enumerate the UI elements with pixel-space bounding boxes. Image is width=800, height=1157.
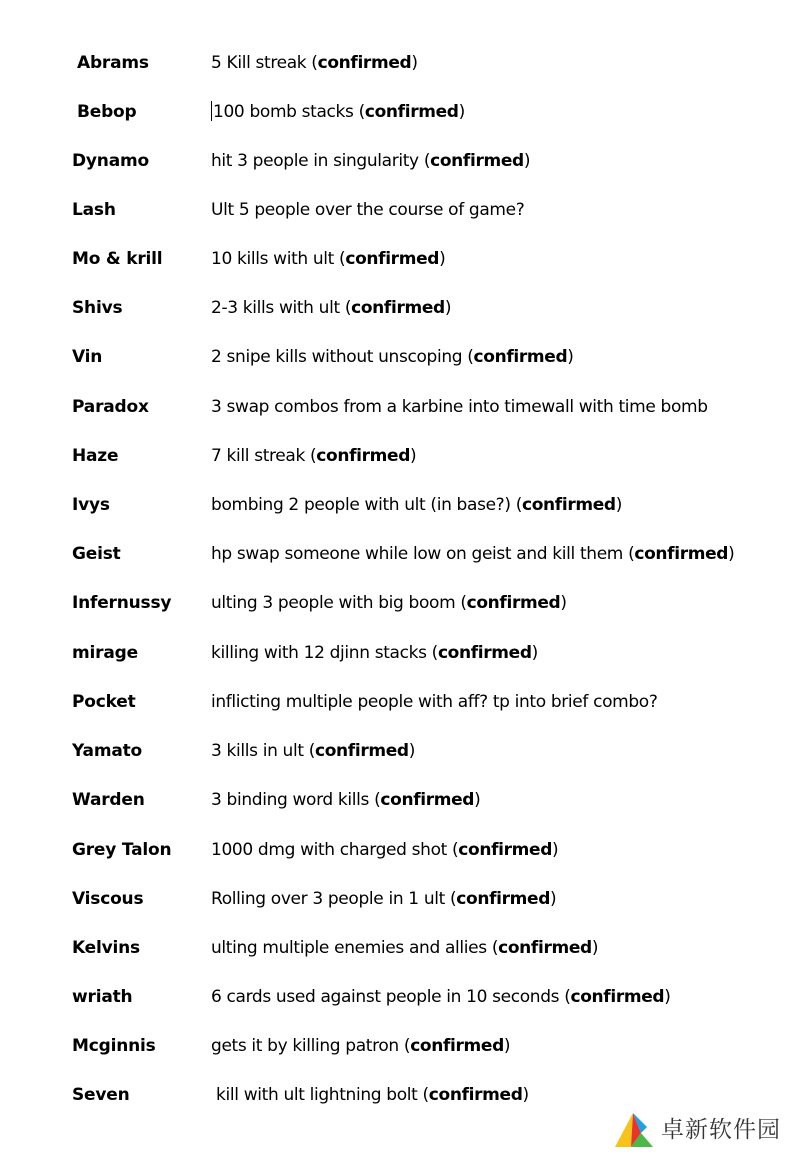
description-text: hit 3 people in singularity ( bbox=[211, 151, 431, 171]
confirmed-label: confirmed bbox=[317, 53, 412, 73]
achievement-description bbox=[211, 543, 734, 565]
watermark-logo-icon bbox=[611, 1111, 655, 1151]
description-text-end: ) bbox=[474, 790, 481, 810]
text-cursor bbox=[211, 101, 212, 121]
hero-name: Yamato bbox=[72, 741, 143, 761]
table-row bbox=[0, 839, 800, 869]
achievement-description bbox=[211, 986, 671, 1008]
achievement-description bbox=[211, 839, 558, 861]
achievement-description bbox=[211, 199, 524, 221]
table-row bbox=[0, 101, 800, 131]
watermark-text: 卓新软件园 bbox=[661, 1117, 781, 1143]
hero-name: Haze bbox=[72, 446, 119, 466]
hero-name: Pocket bbox=[72, 692, 136, 712]
description-text-end: ) bbox=[522, 1085, 529, 1105]
confirmed-label: confirmed bbox=[570, 987, 665, 1007]
achievement-description bbox=[211, 1035, 510, 1057]
description-text: bombing 2 people with ult (in base?) ( bbox=[211, 495, 522, 515]
confirmed-label: confirmed bbox=[521, 495, 616, 515]
hero-name: Shivs bbox=[72, 298, 123, 318]
table-row bbox=[0, 740, 800, 770]
hero-name: Warden bbox=[72, 790, 145, 810]
table-row bbox=[0, 1035, 800, 1065]
description-text-end: ) bbox=[531, 643, 538, 663]
watermark bbox=[611, 1107, 796, 1155]
table-row bbox=[0, 937, 800, 967]
description-text: 5 Kill streak ( bbox=[211, 53, 318, 73]
achievement-description bbox=[211, 248, 445, 270]
description-text: 2-3 kills with ult ( bbox=[211, 298, 352, 318]
description-text: 3 kills in ult ( bbox=[211, 741, 315, 761]
description-text: 1000 dmg with charged shot ( bbox=[211, 840, 459, 860]
hero-name: Lash bbox=[72, 200, 116, 220]
description-text: killing with 12 djinn stacks ( bbox=[211, 643, 438, 663]
achievement-description bbox=[211, 642, 538, 664]
table-row bbox=[0, 494, 800, 524]
achievement-description bbox=[211, 494, 622, 516]
description-text-end: ) bbox=[567, 347, 574, 367]
achievement-description bbox=[211, 297, 451, 319]
description-text: 7 kill streak ( bbox=[211, 446, 317, 466]
hero-name: Bebop bbox=[77, 102, 137, 122]
achievement-description bbox=[211, 789, 480, 811]
hero-name: Abrams bbox=[77, 53, 149, 73]
confirmed-label: confirmed bbox=[458, 840, 553, 860]
description-text-end: ) bbox=[523, 151, 531, 171]
description-text: 2 snipe kills without unscoping ( bbox=[211, 347, 474, 367]
table-row bbox=[0, 543, 800, 573]
description-text-end: ) bbox=[458, 102, 465, 122]
hero-name: Vin bbox=[72, 347, 103, 367]
hero-name: Infernussy bbox=[72, 593, 172, 613]
confirmed-label: confirmed bbox=[364, 102, 459, 122]
hero-name: wriath bbox=[72, 987, 133, 1007]
description-text-end: ) bbox=[615, 495, 623, 515]
description-text-end: ) bbox=[444, 298, 452, 318]
table-row bbox=[0, 642, 800, 672]
confirmed-label: confirmed bbox=[437, 643, 532, 663]
table-row bbox=[0, 52, 800, 82]
confirmed-label: confirmed bbox=[456, 889, 551, 909]
table-row bbox=[0, 150, 800, 180]
description-text: Ult 5 people over the course of game? bbox=[211, 200, 525, 220]
achievement-description bbox=[211, 396, 708, 418]
achievement-description bbox=[211, 740, 415, 762]
achievement-description bbox=[211, 445, 416, 467]
table-row bbox=[0, 789, 800, 819]
achievement-description bbox=[211, 101, 465, 123]
confirmed-label: confirmed bbox=[316, 446, 411, 466]
table-row bbox=[0, 248, 800, 278]
achievement-description bbox=[211, 937, 598, 959]
description-text: 6 cards used against people in 10 seconds ( bbox=[211, 987, 571, 1007]
hero-name: Geist bbox=[72, 544, 121, 564]
hero-name: Dynamo bbox=[72, 151, 149, 171]
achievement-description bbox=[211, 52, 418, 74]
hero-name: Ivys bbox=[72, 495, 110, 515]
description-text: 3 swap combos from a karbine into timewall with time bomb bbox=[211, 397, 708, 417]
hero-name: Viscous bbox=[72, 889, 144, 909]
description-text-end: ) bbox=[560, 593, 567, 613]
confirmed-label: confirmed bbox=[498, 938, 592, 958]
description-text: hp swap someone while low on geist and kill them ( bbox=[211, 544, 635, 564]
description-text-end: ) bbox=[550, 889, 557, 909]
description-text: inflicting multiple people with aff? tp into brief combo? bbox=[211, 692, 658, 712]
table-row bbox=[0, 396, 800, 426]
hero-name: mirage bbox=[72, 643, 138, 663]
hero-name: Kelvins bbox=[72, 938, 140, 958]
table-row bbox=[0, 888, 800, 918]
table-row bbox=[0, 297, 800, 327]
hero-name: Paradox bbox=[72, 397, 149, 417]
achievement-description bbox=[211, 888, 556, 910]
hero-name: Grey Talon bbox=[72, 840, 172, 860]
description-text: ulting multiple enemies and allies ( bbox=[211, 938, 499, 958]
table-row bbox=[0, 199, 800, 229]
description-text-end: ) bbox=[410, 446, 417, 466]
confirmed-label: confirmed bbox=[315, 741, 409, 761]
confirmed-label: confirmed bbox=[428, 1085, 523, 1105]
description-text-end: ) bbox=[591, 938, 599, 958]
confirmed-label: confirmed bbox=[466, 593, 561, 613]
description-text: gets it by killing patron ( bbox=[211, 1036, 411, 1056]
achievement-description bbox=[211, 346, 574, 368]
table-row bbox=[0, 986, 800, 1016]
confirmed-label: confirmed bbox=[380, 790, 475, 810]
description-text: 100 bomb stacks ( bbox=[213, 102, 365, 122]
achievement-description bbox=[211, 691, 658, 713]
description-text-end: ) bbox=[728, 544, 735, 564]
description-text: ulting 3 people with big boom ( bbox=[211, 593, 467, 613]
achievement-description bbox=[211, 1084, 529, 1106]
description-text-end: ) bbox=[439, 249, 446, 269]
hero-name: Seven bbox=[72, 1085, 130, 1105]
description-text-end: ) bbox=[664, 987, 671, 1007]
hero-name: Mo & krill bbox=[72, 249, 163, 269]
description-text-end: ) bbox=[408, 741, 416, 761]
hero-name: Mcginnis bbox=[72, 1036, 156, 1056]
achievement-description bbox=[211, 150, 530, 172]
table-row bbox=[0, 445, 800, 475]
table-row bbox=[0, 592, 800, 622]
description-text-end: ) bbox=[552, 840, 559, 860]
description-text: Rolling over 3 people in 1 ult ( bbox=[211, 889, 457, 909]
confirmed-label: confirmed bbox=[634, 544, 729, 564]
description-text: 3 binding word kills ( bbox=[211, 790, 381, 810]
table-row bbox=[0, 346, 800, 376]
description-text: kill with ult lightning bolt ( bbox=[211, 1085, 429, 1105]
table-row bbox=[0, 691, 800, 721]
description-text-end: ) bbox=[411, 53, 418, 73]
confirmed-label: confirmed bbox=[410, 1036, 504, 1056]
description-text-end: ) bbox=[503, 1036, 511, 1056]
confirmed-label: confirmed bbox=[345, 249, 440, 269]
achievement-description bbox=[211, 592, 567, 614]
description-text: 10 kills with ult ( bbox=[211, 249, 346, 269]
confirmed-label: confirmed bbox=[473, 347, 568, 367]
confirmed-label: confirmed bbox=[351, 298, 445, 318]
confirmed-label: confirmed bbox=[430, 151, 524, 171]
